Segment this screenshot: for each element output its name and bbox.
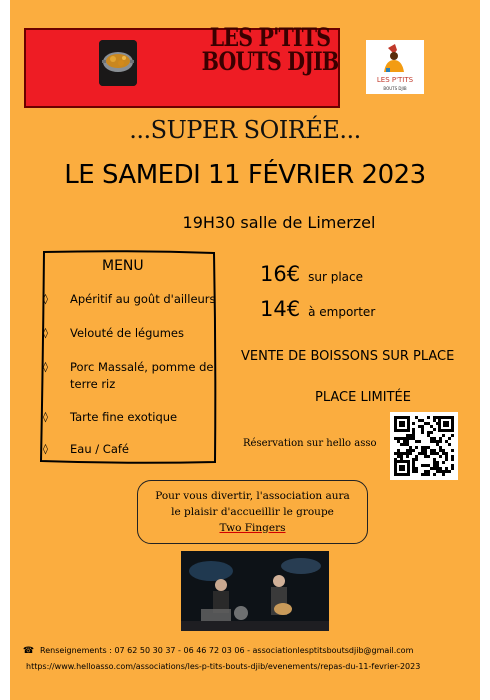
menu-item: [43, 409, 230, 426]
price-label: sur place: [308, 270, 363, 284]
event-time-place: 19H30 salle de Limerzel: [182, 213, 376, 232]
price-amount: 16€: [260, 262, 301, 286]
prices: [260, 262, 375, 332]
band-name: Two Fingers: [219, 522, 286, 534]
reservation-text: Réservation sur hello asso: [243, 438, 377, 449]
flyer-page: [10, 0, 480, 700]
menu-item-label: Eau / Café: [70, 442, 129, 456]
price-amount: 14€: [260, 297, 301, 321]
bullet-icon: ◊: [43, 412, 48, 423]
menu-title: MENU: [102, 258, 144, 274]
price-row: [260, 262, 375, 297]
event-url[interactable]: https://www.helloasso.com/associations/les-p-tits-bouts-djib/evenements/repas-du-11-fevrier-2023: [26, 662, 421, 671]
entertainment-line: le plaisir d'accueillir le groupe: [171, 506, 334, 518]
entertainment-line: Pour vous divertir, l'association aura: [155, 490, 350, 502]
event-date: LE SAMEDI 11 FÉVRIER 2023: [64, 160, 426, 190]
phone-icon: ☎: [22, 646, 35, 656]
limited-notice: PLACE LIMITÉE: [315, 390, 411, 405]
bullet-icon: ◊: [43, 444, 48, 455]
menu-item: [43, 359, 230, 393]
contact-text[interactable]: Renseignements : 07 62 50 30 37 - 06 46 72 03 06 - associationlesptitsboutsdjib@gmail.com: [40, 646, 414, 655]
logo-icon: [366, 40, 424, 94]
menu-item: [43, 441, 230, 458]
menu-frame: [38, 248, 220, 466]
menu-item-label: Porc Massalé, pomme de terre riz: [70, 360, 214, 391]
logo-text-top: LES P'TITS: [376, 76, 414, 84]
event-subtitle: ...SUPER SOIRÉE...: [129, 116, 361, 144]
band-photo: [181, 551, 329, 631]
banner-title-line1: LES P'TITS: [209, 23, 331, 52]
menu-item-label: Tarte fine exotique: [70, 410, 178, 424]
menu-item: [43, 325, 230, 342]
menu-item: [43, 291, 230, 308]
bullet-icon: ◊: [43, 328, 48, 339]
menu-item-label: Velouté de légumes: [70, 326, 184, 340]
bullet-icon: ◊: [43, 362, 48, 373]
qr-code-icon[interactable]: [390, 412, 458, 480]
price-label: à emporter: [308, 305, 376, 319]
drinks-notice: VENTE DE BOISSONS SUR PLACE: [241, 349, 455, 364]
bullet-icon: ◊: [43, 294, 48, 305]
menu-item-label: Apéritif au goût d'ailleurs: [70, 292, 216, 306]
contact-line: [22, 646, 413, 656]
pot-icon: [99, 40, 137, 86]
entertainment-box: [137, 480, 368, 544]
banner-title: [180, 23, 360, 76]
price-row: [260, 297, 375, 332]
banner-title-line2: BOUTS DJIB: [201, 47, 339, 76]
logo-text-bottom: BOUTS DJIB: [383, 86, 407, 91]
